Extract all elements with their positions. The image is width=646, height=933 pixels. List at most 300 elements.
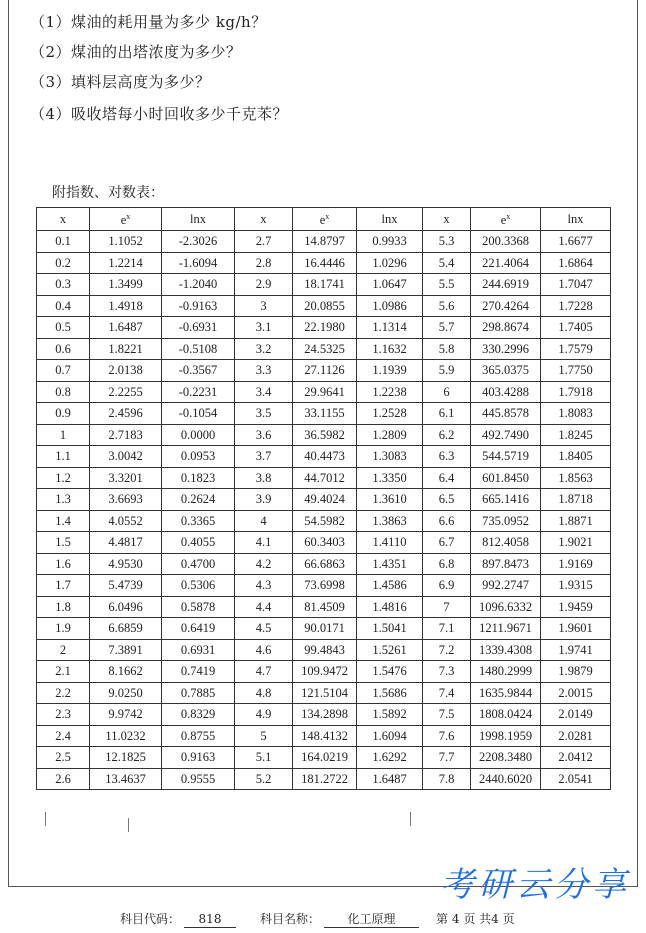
page-mid: 页 共 bbox=[463, 912, 492, 926]
table-row bbox=[37, 575, 611, 597]
table-cell: -0.5108 bbox=[162, 338, 235, 360]
table-cell: 6.3 bbox=[423, 446, 471, 468]
table-cell: 6.7 bbox=[423, 532, 471, 554]
table-cell: 1.3350 bbox=[357, 467, 423, 489]
table-cell: 14.8797 bbox=[293, 231, 357, 253]
table-cell: 0.9163 bbox=[162, 747, 235, 769]
table-cell: 81.4509 bbox=[293, 596, 357, 618]
table-cell: 3.4 bbox=[235, 381, 293, 403]
table-cell: 0.7885 bbox=[162, 682, 235, 704]
table-cell: 544.5719 bbox=[471, 446, 541, 468]
table-cell: 5.6 bbox=[423, 295, 471, 317]
table-cell: 298.8674 bbox=[471, 317, 541, 339]
table-cell: 13.4637 bbox=[90, 768, 162, 790]
table-cell: 1.1052 bbox=[90, 231, 162, 253]
table-cell: 9.0250 bbox=[90, 682, 162, 704]
table-row bbox=[37, 553, 611, 575]
table-row bbox=[37, 360, 611, 382]
exponent-superscript: x bbox=[126, 212, 131, 222]
table-row bbox=[37, 424, 611, 446]
table-cell: 1.3499 bbox=[90, 274, 162, 296]
table-cell: -1.6094 bbox=[162, 252, 235, 274]
table-cell: 4 bbox=[235, 510, 293, 532]
table-caption: 附指数、对数表： bbox=[52, 185, 164, 201]
column-header bbox=[423, 208, 471, 231]
table-row bbox=[37, 381, 611, 403]
column-header-label: lnx bbox=[381, 212, 398, 226]
table-cell: 0.9933 bbox=[357, 231, 423, 253]
table-cell: 0.1 bbox=[37, 231, 90, 253]
table-cell: 3.2 bbox=[235, 338, 293, 360]
table-cell: 2208.3480 bbox=[471, 747, 541, 769]
table-cell: 0.3365 bbox=[162, 510, 235, 532]
table-cell: 4.5 bbox=[235, 618, 293, 640]
table-cell: 1.1 bbox=[37, 446, 90, 468]
table-cell: 2.1 bbox=[37, 661, 90, 683]
table-cell: 5.4 bbox=[423, 252, 471, 274]
table-cell: 2440.6020 bbox=[471, 768, 541, 790]
table-cell: 7.4 bbox=[423, 682, 471, 704]
question-4: （4）吸收塔每小时回收多少千克苯？ bbox=[30, 105, 289, 123]
table-row bbox=[37, 467, 611, 489]
table-row bbox=[37, 747, 611, 769]
table-cell: 20.0855 bbox=[293, 295, 357, 317]
table-cell: 1.2528 bbox=[357, 403, 423, 425]
table-cell: 7.2 bbox=[423, 639, 471, 661]
column-header bbox=[293, 208, 357, 231]
table-cell: 0.0953 bbox=[162, 446, 235, 468]
table-cell: 121.5104 bbox=[293, 682, 357, 704]
table-cell: 3.1 bbox=[235, 317, 293, 339]
table-cell: 6.5 bbox=[423, 489, 471, 511]
table-row bbox=[37, 618, 611, 640]
table-cell: 0.6419 bbox=[162, 618, 235, 640]
table-cell: 66.6863 bbox=[293, 553, 357, 575]
table-cell: 244.6919 bbox=[471, 274, 541, 296]
table-cell: 5 bbox=[235, 725, 293, 747]
table-cell: -0.3567 bbox=[162, 360, 235, 382]
table-cell: 7.5 bbox=[423, 704, 471, 726]
table-cell: 0.1823 bbox=[162, 467, 235, 489]
table-cell: 3.6693 bbox=[90, 489, 162, 511]
table-cell: 0.8 bbox=[37, 381, 90, 403]
table-cell: 6.2 bbox=[423, 424, 471, 446]
page-indicator bbox=[436, 912, 515, 927]
table-cell: 0.0000 bbox=[162, 424, 235, 446]
table-cell: 601.8450 bbox=[471, 467, 541, 489]
table-cell: 6.8 bbox=[423, 553, 471, 575]
table-cell: 1.3083 bbox=[357, 446, 423, 468]
table-cell: -0.6931 bbox=[162, 317, 235, 339]
table-cell: 0.4055 bbox=[162, 532, 235, 554]
table-cell: 0.6 bbox=[37, 338, 90, 360]
table-cell: 812.4058 bbox=[471, 532, 541, 554]
table-row bbox=[37, 768, 611, 790]
table-row bbox=[37, 231, 611, 253]
column-header-label: e bbox=[319, 213, 326, 228]
table-cell: 4.1 bbox=[235, 532, 293, 554]
table-cell: 11.0232 bbox=[90, 725, 162, 747]
table-cell: 99.4843 bbox=[293, 639, 357, 661]
table-cell: 181.2722 bbox=[293, 768, 357, 790]
table-cell: 164.0219 bbox=[293, 747, 357, 769]
column-header-label: e bbox=[500, 213, 507, 228]
table-cell: 0.9 bbox=[37, 403, 90, 425]
table-cell: 0.5 bbox=[37, 317, 90, 339]
table-row bbox=[37, 704, 611, 726]
column-header bbox=[357, 208, 423, 231]
column-header bbox=[162, 208, 235, 231]
table-cell: 5.1 bbox=[235, 747, 293, 769]
table-cell: 3.0042 bbox=[90, 446, 162, 468]
table-cell: 4.8 bbox=[235, 682, 293, 704]
table-cell: 1.6 bbox=[37, 553, 90, 575]
table-cell: 403.4288 bbox=[471, 381, 541, 403]
table-cell: 27.1126 bbox=[293, 360, 357, 382]
column-header-label: x bbox=[260, 212, 267, 226]
table-cell: 1.7228 bbox=[541, 295, 611, 317]
table-cell: 1.9315 bbox=[541, 575, 611, 597]
table-row bbox=[37, 661, 611, 683]
table-cell: 2.0281 bbox=[541, 725, 611, 747]
table-cell: 0.4700 bbox=[162, 553, 235, 575]
table-cell: 2.6 bbox=[37, 768, 90, 790]
table-cell: 5.9 bbox=[423, 360, 471, 382]
table-cell: 18.1741 bbox=[293, 274, 357, 296]
table-cell: 330.2996 bbox=[471, 338, 541, 360]
table-cell: 1.1632 bbox=[357, 338, 423, 360]
table-cell: 1.6094 bbox=[357, 725, 423, 747]
table-cell: 3.8 bbox=[235, 467, 293, 489]
exp-log-table bbox=[36, 207, 611, 790]
table-cell: 0.8755 bbox=[162, 725, 235, 747]
page-prefix: 第 bbox=[436, 912, 449, 926]
table-cell: 6.9 bbox=[423, 575, 471, 597]
table-cell: 4.9 bbox=[235, 704, 293, 726]
table-cell: 5.3 bbox=[423, 231, 471, 253]
column-header-label: x bbox=[59, 212, 67, 226]
column-header bbox=[90, 208, 162, 231]
table-cell: 1.4816 bbox=[357, 596, 423, 618]
table-cell: 1339.4308 bbox=[471, 639, 541, 661]
table-cell: 2.0149 bbox=[541, 704, 611, 726]
table-cell: -0.1054 bbox=[162, 403, 235, 425]
table-cell: 1.2 bbox=[37, 467, 90, 489]
table-row bbox=[37, 274, 611, 296]
question-2: （2）煤油的出塔浓度为多少？ bbox=[30, 43, 242, 61]
table-cell: 1.4 bbox=[37, 510, 90, 532]
exponent-superscript: x bbox=[325, 212, 330, 222]
table-cell: 1211.9671 bbox=[471, 618, 541, 640]
table-cell: 1.2214 bbox=[90, 252, 162, 274]
column-header bbox=[471, 208, 541, 231]
table-cell: 29.9641 bbox=[293, 381, 357, 403]
table-cell: 5.8 bbox=[423, 338, 471, 360]
table-cell: 1.9 bbox=[37, 618, 90, 640]
table-cell: -0.9163 bbox=[162, 295, 235, 317]
table-cell: 4.7 bbox=[235, 661, 293, 683]
table-cell: 7.3891 bbox=[90, 639, 162, 661]
table-cell: 1.3863 bbox=[357, 510, 423, 532]
table-cell: 1.7 bbox=[37, 575, 90, 597]
table-cell: 2.2 bbox=[37, 682, 90, 704]
table-cell: 1.9459 bbox=[541, 596, 611, 618]
table-cell: 9.9742 bbox=[90, 704, 162, 726]
table-cell: 0.2624 bbox=[162, 489, 235, 511]
table-cell: 7.1 bbox=[423, 618, 471, 640]
table-cell: 6.6859 bbox=[90, 618, 162, 640]
table-cell: 3 bbox=[235, 295, 293, 317]
table-row bbox=[37, 725, 611, 747]
table-cell: 1.0986 bbox=[357, 295, 423, 317]
table-cell: 16.4446 bbox=[293, 252, 357, 274]
page-total: 4 bbox=[491, 912, 499, 926]
table-cell: 897.8473 bbox=[471, 553, 541, 575]
table-cell: 4.4817 bbox=[90, 532, 162, 554]
table-cell: 148.4132 bbox=[293, 725, 357, 747]
table-cell: 1.9021 bbox=[541, 532, 611, 554]
table-cell: 5.4739 bbox=[90, 575, 162, 597]
table-cell: 1.9879 bbox=[541, 661, 611, 683]
table-cell: 1.8 bbox=[37, 596, 90, 618]
table-cell: 492.7490 bbox=[471, 424, 541, 446]
table-cell: 1.7405 bbox=[541, 317, 611, 339]
table-cell: 221.4064 bbox=[471, 252, 541, 274]
table-cell: 1.5 bbox=[37, 532, 90, 554]
table-cell: 0.3 bbox=[37, 274, 90, 296]
table-cell: 1.5261 bbox=[357, 639, 423, 661]
table-cell: 1998.1959 bbox=[471, 725, 541, 747]
column-header bbox=[37, 208, 90, 231]
table-cell: 1.8221 bbox=[90, 338, 162, 360]
table-row bbox=[37, 682, 611, 704]
table-cell: 1.8871 bbox=[541, 510, 611, 532]
table-cell: 1.8405 bbox=[541, 446, 611, 468]
scan-mark bbox=[410, 812, 411, 826]
table-cell: 2.3 bbox=[37, 704, 90, 726]
table-cell: 2.8 bbox=[235, 252, 293, 274]
table-cell: 4.2 bbox=[235, 553, 293, 575]
table-cell: 40.4473 bbox=[293, 446, 357, 468]
table-cell: 365.0375 bbox=[471, 360, 541, 382]
table-cell: -2.3026 bbox=[162, 231, 235, 253]
table-cell: 24.5325 bbox=[293, 338, 357, 360]
table-cell: 3.5 bbox=[235, 403, 293, 425]
table-cell: 445.8578 bbox=[471, 403, 541, 425]
table-cell: 73.6998 bbox=[293, 575, 357, 597]
table-cell: 36.5982 bbox=[293, 424, 357, 446]
table-cell: 4.6 bbox=[235, 639, 293, 661]
table-cell: 1.1939 bbox=[357, 360, 423, 382]
table-cell: 2.9 bbox=[235, 274, 293, 296]
table-cell: 1635.9844 bbox=[471, 682, 541, 704]
table-cell: 6.1 bbox=[423, 403, 471, 425]
table-cell: 1.0647 bbox=[357, 274, 423, 296]
page-suffix: 页 bbox=[502, 912, 515, 926]
exponent-superscript: x bbox=[506, 212, 511, 222]
table-cell: 44.7012 bbox=[293, 467, 357, 489]
table-cell: 3.6 bbox=[235, 424, 293, 446]
question-1: （1）煤油的耗用量为多少 kg/h？ bbox=[30, 13, 267, 31]
column-header bbox=[541, 208, 611, 231]
table-cell: 1.8083 bbox=[541, 403, 611, 425]
table-cell: 0.4 bbox=[37, 295, 90, 317]
table-row bbox=[37, 532, 611, 554]
table-row bbox=[37, 252, 611, 274]
subject-code-label: 科目代码： bbox=[120, 912, 181, 926]
table-cell: 3.9 bbox=[235, 489, 293, 511]
table-cell: 0.8329 bbox=[162, 704, 235, 726]
table-cell: 4.4 bbox=[235, 596, 293, 618]
table-cell: 2.7 bbox=[235, 231, 293, 253]
table-row bbox=[37, 446, 611, 468]
watermark-logo: 考研云分享 bbox=[440, 865, 630, 905]
scan-mark bbox=[128, 818, 129, 832]
table-cell: 1.8245 bbox=[541, 424, 611, 446]
column-header-label: lnx bbox=[567, 212, 584, 226]
table-cell: 0.5306 bbox=[162, 575, 235, 597]
table-cell: 2.0541 bbox=[541, 768, 611, 790]
table-cell: 5.5 bbox=[423, 274, 471, 296]
table-cell: 54.5982 bbox=[293, 510, 357, 532]
table-cell: -0.2231 bbox=[162, 381, 235, 403]
table-cell: 8.1662 bbox=[90, 661, 162, 683]
table-cell: 1.7047 bbox=[541, 274, 611, 296]
table-row bbox=[37, 489, 611, 511]
table-row bbox=[37, 338, 611, 360]
table-row bbox=[37, 639, 611, 661]
table-cell: 1.5892 bbox=[357, 704, 423, 726]
table-cell: 1.3610 bbox=[357, 489, 423, 511]
scan-mark bbox=[45, 812, 46, 826]
table-cell: 7.7 bbox=[423, 747, 471, 769]
table-cell: 1.4918 bbox=[90, 295, 162, 317]
table-cell: 2.0412 bbox=[541, 747, 611, 769]
table-cell: 109.9472 bbox=[293, 661, 357, 683]
table-cell: 1.2809 bbox=[357, 424, 423, 446]
table-cell: 270.4264 bbox=[471, 295, 541, 317]
table-cell: 1.4586 bbox=[357, 575, 423, 597]
table-cell: 0.7419 bbox=[162, 661, 235, 683]
table-cell: 12.1825 bbox=[90, 747, 162, 769]
table-row bbox=[37, 403, 611, 425]
table-cell: 1.5041 bbox=[357, 618, 423, 640]
table-cell: 2 bbox=[37, 639, 90, 661]
table-cell: 90.0171 bbox=[293, 618, 357, 640]
table-cell: 134.2898 bbox=[293, 704, 357, 726]
table-cell: 4.0552 bbox=[90, 510, 162, 532]
table-cell: 2.2255 bbox=[90, 381, 162, 403]
table-cell: 49.4024 bbox=[293, 489, 357, 511]
table-cell: 1.1314 bbox=[357, 317, 423, 339]
table-cell: 1.6677 bbox=[541, 231, 611, 253]
table-cell: 6.6 bbox=[423, 510, 471, 532]
subject-name: 化工原理 bbox=[324, 912, 419, 928]
table-cell: 1096.6332 bbox=[471, 596, 541, 618]
table-cell: 0.2 bbox=[37, 252, 90, 274]
column-header-label: e bbox=[120, 213, 127, 228]
table-cell: 7 bbox=[423, 596, 471, 618]
table-cell: 1.6487 bbox=[90, 317, 162, 339]
subject-code: 818 bbox=[184, 912, 236, 928]
table-cell: 4.9530 bbox=[90, 553, 162, 575]
table-cell: 1.8718 bbox=[541, 489, 611, 511]
table-cell: 1.9741 bbox=[541, 639, 611, 661]
table-cell: 1.4110 bbox=[357, 532, 423, 554]
table-cell: 60.3403 bbox=[293, 532, 357, 554]
table-cell: 7.6 bbox=[423, 725, 471, 747]
table-cell: 7.8 bbox=[423, 768, 471, 790]
table-cell: 22.1980 bbox=[293, 317, 357, 339]
table-row bbox=[37, 317, 611, 339]
table-row bbox=[37, 510, 611, 532]
table-cell: 2.4596 bbox=[90, 403, 162, 425]
table-cell: 1 bbox=[37, 424, 90, 446]
table-header-row bbox=[37, 208, 611, 231]
table-cell: 665.1416 bbox=[471, 489, 541, 511]
table-cell: 4.3 bbox=[235, 575, 293, 597]
table-cell: 6.4 bbox=[423, 467, 471, 489]
table-cell: 1.0296 bbox=[357, 252, 423, 274]
table-cell: 0.9555 bbox=[162, 768, 235, 790]
table-cell: 3.3 bbox=[235, 360, 293, 382]
table-cell: 1.3 bbox=[37, 489, 90, 511]
table-cell: 0.5878 bbox=[162, 596, 235, 618]
table-cell: 1.6292 bbox=[357, 747, 423, 769]
table-cell: 1.5476 bbox=[357, 661, 423, 683]
subject-name-label: 科目名称： bbox=[260, 912, 321, 926]
table-cell: -1.2040 bbox=[162, 274, 235, 296]
table-cell: 0.7 bbox=[37, 360, 90, 382]
table-cell: 1.9169 bbox=[541, 553, 611, 575]
table-row bbox=[37, 596, 611, 618]
table-cell: 1.4351 bbox=[357, 553, 423, 575]
table-cell: 6 bbox=[423, 381, 471, 403]
table-cell: 1.2238 bbox=[357, 381, 423, 403]
table-cell: 1.7918 bbox=[541, 381, 611, 403]
table-cell: 2.7183 bbox=[90, 424, 162, 446]
table-cell: 1.8563 bbox=[541, 467, 611, 489]
table-cell: 1808.0424 bbox=[471, 704, 541, 726]
column-header-label: lnx bbox=[190, 212, 206, 226]
table-cell: 6.0496 bbox=[90, 596, 162, 618]
table-cell: 33.1155 bbox=[293, 403, 357, 425]
column-header bbox=[235, 208, 293, 231]
table-cell: 735.0952 bbox=[471, 510, 541, 532]
table-cell: 1.6864 bbox=[541, 252, 611, 274]
table-cell: 3.7 bbox=[235, 446, 293, 468]
table-cell: 1.5686 bbox=[357, 682, 423, 704]
table-cell: 2.0138 bbox=[90, 360, 162, 382]
table-cell: 1480.2999 bbox=[471, 661, 541, 683]
table-cell: 0.6931 bbox=[162, 639, 235, 661]
table-cell: 5.2 bbox=[235, 768, 293, 790]
table-cell: 5.7 bbox=[423, 317, 471, 339]
table-cell: 1.7579 bbox=[541, 338, 611, 360]
table-row bbox=[37, 295, 611, 317]
table-cell: 7.3 bbox=[423, 661, 471, 683]
column-header-label: x bbox=[443, 212, 450, 226]
table-cell: 1.6487 bbox=[357, 768, 423, 790]
table-cell: 1.9601 bbox=[541, 618, 611, 640]
question-3: （3）填料层高度为多少？ bbox=[30, 73, 211, 91]
table-cell: 200.3368 bbox=[471, 231, 541, 253]
table-cell: 2.0015 bbox=[541, 682, 611, 704]
table-cell: 1.7750 bbox=[541, 360, 611, 382]
table-cell: 2.5 bbox=[37, 747, 90, 769]
page-number: 4 bbox=[451, 912, 460, 926]
table-cell: 2.4 bbox=[37, 725, 90, 747]
